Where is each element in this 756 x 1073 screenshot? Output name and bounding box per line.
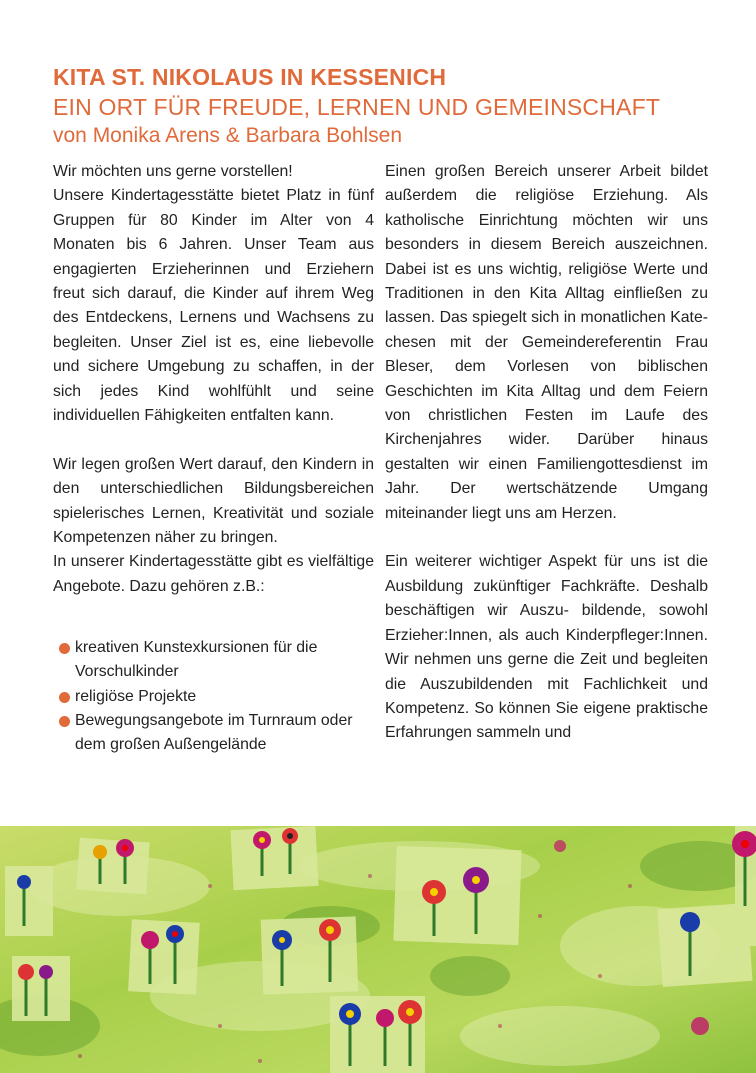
paragraph-gap <box>53 599 374 623</box>
offers-list <box>53 636 374 758</box>
paragraph-gap <box>385 526 708 550</box>
paragraph-team: Unsere Kindertagesstätte bietet Platz in fünf Gruppen für 80 Kinder im Alter von 4 Monaten bis 6 Jahren. Unser Team aus engagierten Erzieherinnen und Erziehern freut sich darauf, die Kinder auf ihrem Weg des Entdeckens, Lernens und Wachsens zu begleiten. Unser Ziel ist es, eine liebevolle und sichere Umgebung zu schaffen, in der sich jedes Kind wohlfühlt und seine individuellen Fähigkeiten entfalten kann. <box>53 187 374 425</box>
article-title: KITA ST. NIKOLAUS IN KESSENICH <box>53 64 447 90</box>
list-item: kreativen Kunstexkursionen für die Vorschulkinder <box>53 636 374 685</box>
left-column <box>53 160 374 758</box>
list-item: religiöse Projekte <box>53 685 374 709</box>
paragraph-religion: Einen großen Bereich unserer Arbeit bildet außerdem die religiöse Erziehung. Als katholische Einrichtung möchten wir uns besonders in diesem Bereich auszeichnen. Dabei ist es uns wichtig, religiöse Werte und Traditionen in den Kita Alltag einfließen zu lassen. Das spiegelt sich in monatlichen Kate- chesen mit der Gemeindereferentin Frau Bleser, dem Vorlesen von biblischen Geschichten im Kita Alltag und dem Feiern von christlichen Festen im Laufe des Kirchenjahres wider. Darüber hinaus gestalten wir einen Familiengottesdienst im Jahr. Der wertschätzende Umgang miteinander liegt uns am Herzen. <box>385 163 708 522</box>
article-header <box>53 62 733 151</box>
list-item: Bewegungsangebote im Turnraum oder dem großen Außengelände <box>53 709 374 758</box>
paragraph-values: Wir legen großen Wert darauf, den Kindern in den unterschiedlichen Bildungsbereichen spielerisches Lernen, Kreativität und soziale Kompetenzen näher zu bringen. <box>53 455 374 547</box>
list-spacer <box>53 624 374 636</box>
childrens-flower-paintings-photo <box>0 826 756 1073</box>
paragraph-training: Ein weiterer wichtiger Aspekt für uns ist die Ausbildung zukünftiger Fachkräfte. Deshalb beschäftigen wir Auszu- bildende, sowohl Erzieher:Innen, als auch Kinderpfleger:Innen. Wir nehmen uns gerne die Zeit und begleiten die Auszubildenden mit Fachlichkeit und Kompetenz. So können Sie eigene praktische Erfahrungen sammeln und <box>385 553 708 742</box>
article-subtitle: EIN ORT FÜR FREUDE, LERNEN UND GEMEINSCHAFT <box>53 94 661 120</box>
paragraph-gap <box>53 428 374 452</box>
article-authors: von Monika Arens & Barbara Bohlsen <box>53 124 403 147</box>
paragraph-offers: In unserer Kindertagesstätte gibt es vielfältige Angebote. Dazu gehören z.B.: <box>53 553 374 595</box>
flower-paintings-image <box>0 826 756 1073</box>
intro-line: Wir möchten uns gerne vorstellen! <box>53 163 293 180</box>
right-column <box>385 160 708 746</box>
